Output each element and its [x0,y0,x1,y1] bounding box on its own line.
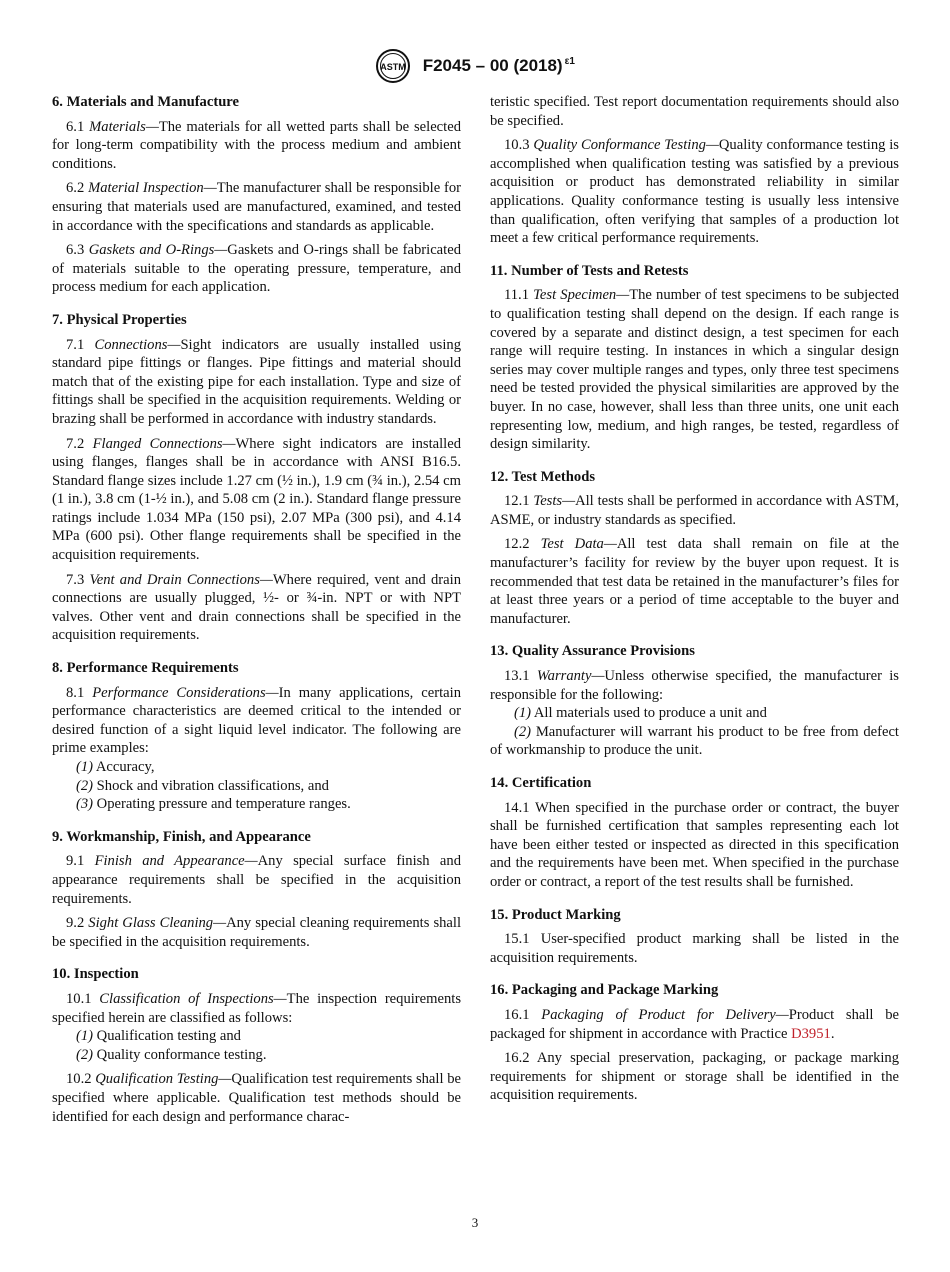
list-item: (2) Shock and vibration classifications, and [76,777,329,794]
document-designation: F2045 – 00 (2018) $^{\varepsilon 1}$ [422,55,575,75]
list-item: (1) Accuracy, [76,759,155,775]
paragraph: 15.1 User-specified product marking shall be listed in the acquisition requirements. [490,931,899,966]
page-number: 3 [471,1215,479,1230]
paragraph: 14.1 When specified in the purchase order or contract, the buyer shall be furnished certification that samples representing each lot have been either tested or inspected as directed in this specification and the requirements have been met. When specified in the purchase order or contract, a report of the test results shall be furnished. [490,799,899,890]
paragraph: 10.1 Classification of Inspections—The inspection requirements specified herein are classified as follows: [52,990,462,1026]
paragraph: 8.1 Performance Considerations—In many applications, certain performance characteristics are deemed critical to the intended or desired function of a sight liquid level indicator. The following are prime examples: [52,684,462,757]
svg-text:ASTM: ASTM [380,62,406,72]
paragraph: 10.3 Quality Conformance Testing—Quality conformance testing is accomplished when qualification testing was satisfied by a previous acquisition or product has demonstrated reliability in similar applications. Quality conformance testing is usually less intensive than qualification, often verifying that samples of a production lot meet a few critical performance requirements. [490,137,899,247]
paragraph: 6.1 Materials—The materials for all wetted parts shall be selected for long-term compatibility with the process medium and ambient conditions. [52,118,461,172]
section-heading: 14. Certification [490,775,592,791]
list-item: (2) Quality conformance testing. [76,1046,267,1063]
paragraph: 9.2 Sight Glass Cleaning—Any special cleaning requirements shall be specified in the acquisition requirements. [52,915,462,950]
section-heading: 6. Materials and Manufacture [52,94,239,110]
list-item: (3) Operating pressure and temperature ranges. [76,796,351,813]
paragraph: 16.1 Packaging of Product for Delivery—Product shall be packaged for shipment in accordance with Practice D3951. [490,1006,899,1042]
right-column [490,93,899,1111]
section-heading: 8. Performance Requirements [52,660,239,677]
paragraph: 6.3 Gaskets and O-Rings—Gaskets and O-rings shall be fabricated of materials suitable to the operating pressure, temperature, and process medium for each application. [52,242,461,296]
paragraph: 7.3 Vent and Drain Connections—Where required, vent and drain connections are usually plugged, ½- or ¾-in. NPT or with NPT valves. Other vent and drain connections shall be specified in the acquisition requirements. [52,571,462,644]
paragraph: 12.2 Test Data—All test data shall remain on file at the manufacturer’s facility for review by the buyer upon request. It is recommended that test data be retained in the manufacturer’s files for at least three years or a period of time acceptable to the buyer and manufacturer. [490,536,899,627]
paragraph: 7.2 Flanged Connections—Where sight indicators are installed using flanges, flanges shall be in accordance with ANSI B16.5. Standard flange sizes include 1.27 cm (½ in.), 1.9 cm (¾ in.), 2.54 cm (1 in.), 3.8 cm (1-½ in.), and 5.08 cm (2 in.). Standard flange pressure ratings include 1.034 MPa (150 psi), 2.07 MPa (300 psi), and 4.14 MPa (600 psi). Other flange requirements shall be specified in the acquisition requirements. [52,435,461,564]
list-item: (1) Qualification testing and [76,1028,241,1045]
section-heading: 13. Quality Assurance Provisions [490,643,695,660]
paragraph: 9.1 Finish and Appearance—Any special surface finish and appearance requirements shall be specified in the acquisition requirements. [52,853,461,907]
list-item: (1) All materials used to produce a unit and [514,705,767,722]
paragraph: 6.2 Material Inspection—The manufacturer shall be responsible for ensuring that materials used are manufactured, examined, and tested in accordance with the specifications and standards as applicable. [52,180,461,234]
paragraph: 12.1 Tests—All tests shall be performed in accordance with ASTM, ASME, or industry standards as specified. [490,493,899,528]
section-heading: 10. Inspection [52,966,139,983]
epsilon-superscript: ε1 [564,55,575,67]
paragraph: 13.1 Warranty—Unless otherwise specified, the manufacturer is responsible for the following: [490,668,899,703]
list-item: (2) Manufacturer will warrant his product to be free from defect of workmanship to produce the unit. [490,723,899,759]
astm-logo-icon [375,48,411,84]
section-heading: 9. Workmanship, Finish, and Appearance [52,828,311,845]
section-heading: 16. Packaging and Package Marking [490,982,719,999]
section-heading: 7. Physical Properties [52,311,187,328]
paragraph-continuation: teristic specified. Test report documentation requirements should also be specified. [490,94,899,129]
paragraph: 16.2 Any special preservation, packaging, or package marking requirements for shipment or storage shall be identified in the acquisition requirements. [490,1050,900,1104]
paragraph: 7.1 Connections—Sight indicators are usually installed using standard pipe fittings or flanges. Pipe fittings and material should match that of the existing pipe for each installation. Type and size of fittings shall be specified in the acquisition requirements. Welding or brazing shall be performed in accordance with industry standards. [52,336,461,427]
paragraph: 10.2 Qualification Testing—Qualification test requirements shall be specified where applicable. Qualification test methods should be identified for each design and performance charac- [52,1071,461,1125]
section-heading: 11. Number of Tests and Retests [490,262,689,279]
section-heading: 12. Test Methods [490,468,596,485]
paragraph: 11.1 Test Specimen—The number of test specimens to be subjected to qualification testing shall depend on the design. If each range is covered by a separate and distinct design, a test specimen for each range will require testing. In instances in which a singular design series may cover multiple ranges and types, only three test specimens need be tested provided the physical similarities are approved by the buyer. In no case, however, shall less than three units, one unit each representing low, medium, and high ranges, be tested, regardless of design similarity. [490,287,899,453]
section-heading: 15. Product Marking [490,906,621,923]
left-column [52,93,461,1132]
page-header [0,48,950,84]
reference-link-d3951[interactable]: D3951 [791,1025,831,1042]
